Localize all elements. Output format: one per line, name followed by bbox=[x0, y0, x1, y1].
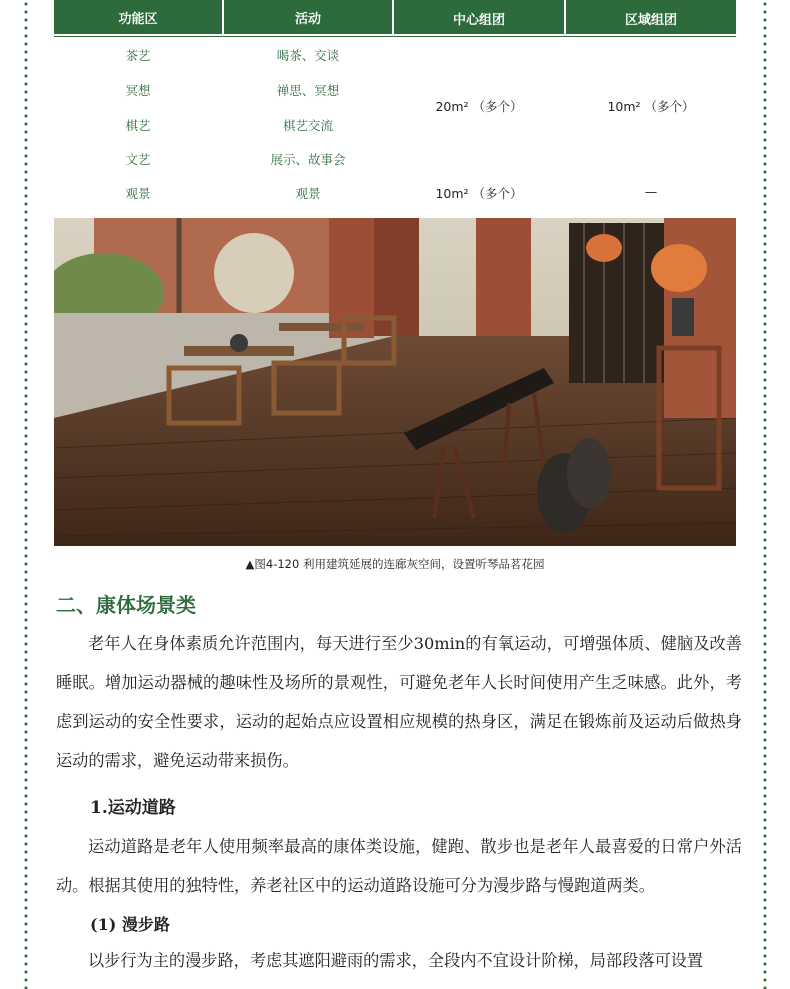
row-zone: 棋艺 bbox=[125, 118, 151, 133]
row-activity: 观景 bbox=[295, 186, 321, 201]
section-title: 二、康体场景类 bbox=[56, 593, 196, 617]
header-regional-group: 区域组团 bbox=[566, 2, 736, 34]
merged-regional-area: 10m² （多个） bbox=[607, 99, 695, 114]
row-activity: 展示、故事会 bbox=[270, 152, 346, 167]
row-zone: 文艺 bbox=[125, 152, 151, 167]
row-activity: 喝茶、交谈 bbox=[276, 48, 340, 63]
figure-caption: ▲图4-120 利用建筑延展的连廊灰空间，设置听琴品茗花园 bbox=[245, 557, 545, 571]
left-dotted-border bbox=[24, 0, 28, 989]
header-function-zone: 功能区 bbox=[54, 0, 222, 34]
merged-center-area: 20m² （多个） bbox=[435, 99, 523, 114]
courtyard-photo bbox=[54, 218, 736, 546]
paragraph-walkway: 以步行为主的漫步路，考虑其遮阳避雨的需求，全段内不宜设计阶梯，局部段落可设置 bbox=[88, 951, 704, 970]
subsubsection-title: (1) 漫步路 bbox=[90, 915, 170, 934]
header-rule bbox=[54, 36, 736, 37]
paragraph-intro: 老年人在身体素质允许范围内，每天进行至少30min的有氧运动，可增强体质、健脑及改善睡眠。增加运动器械的趣味性及场所的景观性，可避免老年人长时间使用产生乏味感。此外，考虑到运动的安全性要求，运动的起始点应设置相应规模的热身区，满足在锻炼前及运动后做热身运动的需求，避免运动带来损伤。 bbox=[56, 634, 742, 770]
subsection-title: 1.运动道路 bbox=[90, 798, 176, 818]
right-dotted-border bbox=[763, 0, 767, 989]
last-center-area: 10m² （多个） bbox=[435, 186, 523, 201]
row-activity: 棋艺交流 bbox=[282, 118, 333, 133]
paragraph-roads: 运动道路是老年人使用频率最高的康体类设施，健跑、散步也是老年人最喜爱的日常户外活动。根据其使用的独特性，养老社区中的运动道路设施可分为漫步路与慢跑道两类。 bbox=[56, 837, 742, 895]
row-activity: 禅思、冥想 bbox=[276, 83, 340, 98]
space-table bbox=[54, 0, 736, 215]
courtyard-illustration bbox=[54, 218, 736, 546]
last-regional-area: — bbox=[644, 184, 658, 199]
row-zone: 茶艺 bbox=[125, 48, 151, 63]
header-center-group: 中心组团 bbox=[394, 2, 564, 34]
header-activity: 活动 bbox=[224, 0, 392, 34]
row-zone: 观景 bbox=[125, 186, 151, 201]
row-zone: 冥想 bbox=[125, 83, 151, 98]
